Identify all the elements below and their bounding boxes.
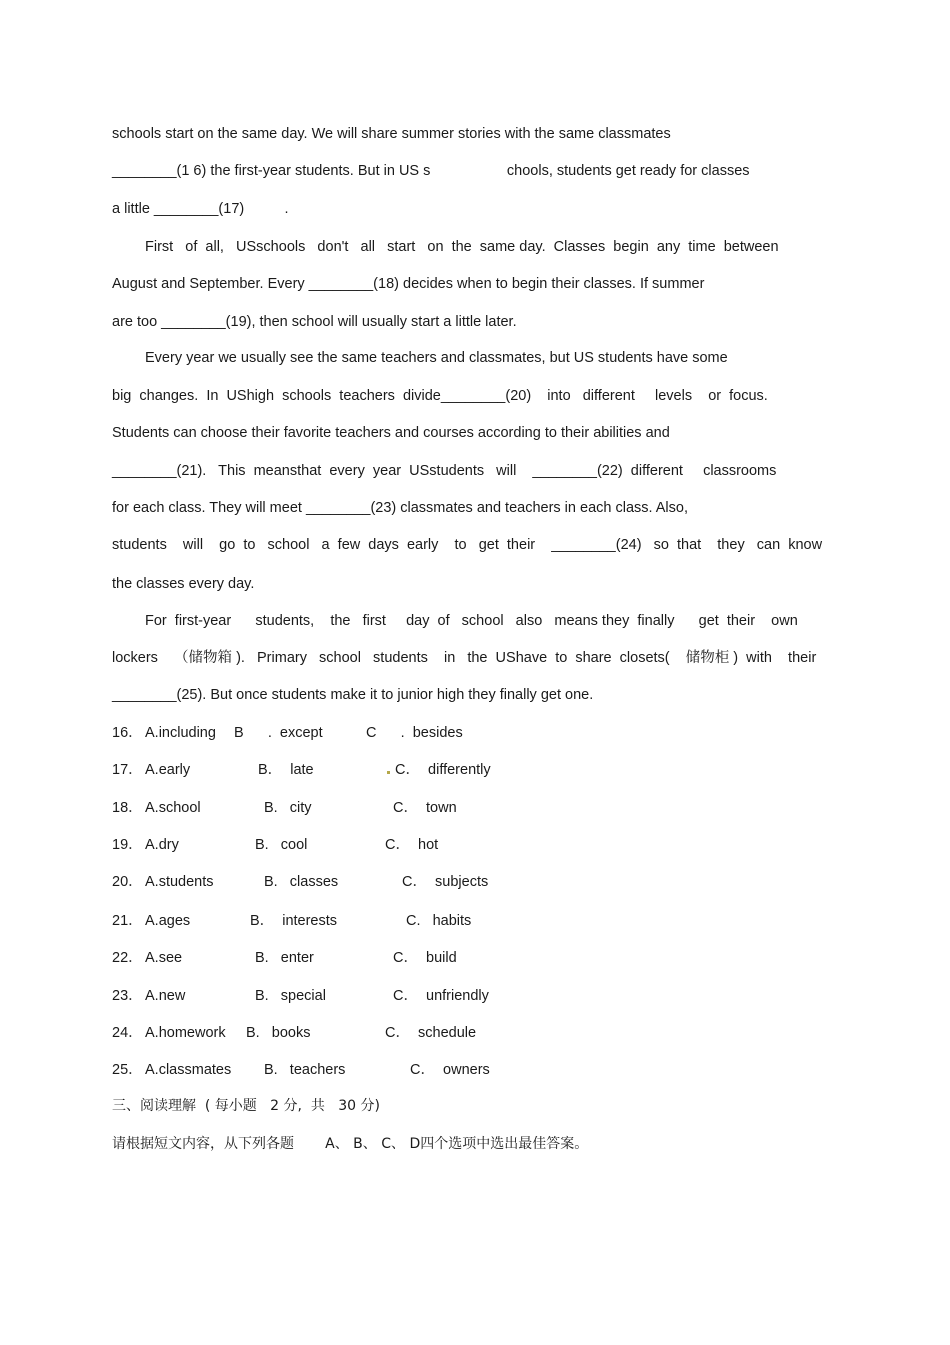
question-number: 18． (112, 800, 143, 816)
passage-line: schools start on the same day. We will share summer stories with the same classmates (112, 126, 671, 142)
option-a: A.classmates (145, 1062, 232, 1078)
option-c: C . besides (366, 725, 463, 741)
passage-line: are too ________(19), then school will usually start a little later. (112, 314, 517, 330)
passage-line: for each class. They will meet ________(23) classmates and teachers in each class. Also, (112, 500, 688, 516)
question-number: 20． (112, 874, 143, 890)
option-c: C． hot (385, 837, 439, 853)
option-a: A.homework (145, 1025, 226, 1041)
option-b: B. special (255, 988, 326, 1004)
option-a: A.dry (145, 837, 179, 853)
option-a: A.new (145, 988, 186, 1004)
question-number: 24． (112, 1025, 143, 1041)
question-number: 21． (112, 913, 143, 929)
question-number: 19． (112, 837, 143, 853)
option-c: C． owners (410, 1062, 490, 1078)
passage-line: Students can choose their favorite teachers and courses according to their abilities and (112, 425, 670, 441)
option-b: B. enter (255, 950, 314, 966)
option-c: C. habits (406, 913, 472, 929)
question-number: 16． (112, 725, 143, 741)
question-number: 22． (112, 950, 143, 966)
section-instruction: 请根据短文内容，从下列各题 A、 B、 C、 D四个选项中选出最佳答案。 (112, 1136, 589, 1152)
option-c: C． town (393, 800, 457, 816)
passage-line: the classes every day. (112, 576, 255, 592)
option-b: B. cool (255, 837, 308, 853)
option-a: A.ages (145, 913, 191, 929)
passage-line: Every year we usually see the same teachers and classmates, but US students have some (145, 350, 728, 366)
option-a: A.see (145, 950, 183, 966)
option-a: A.early (145, 762, 191, 778)
option-b: B. city (264, 800, 312, 816)
passage-line: ________(25). But once students make it to junior high they finally get one. (112, 687, 594, 703)
passage-line: ________(21). This meansthat every year USstudents will ________(22) different classrooms (112, 463, 777, 479)
option-c: C． unfriendly (393, 988, 489, 1004)
option-a: A.school (145, 800, 201, 816)
option-a: A.including (145, 725, 216, 741)
option-b: B． late (258, 762, 314, 778)
passage-line: students will go to school a few days early to get their ________(24) so that they can know (112, 537, 823, 553)
option-a: A.students (145, 874, 214, 890)
passage-line: big changes. In UShigh schools teachers divide________(20) into different levels or focus. (112, 388, 768, 404)
passage-line: lockers （储物箱 ). Primary school students in the UShave to share closets( 储物柜 ) with their (112, 650, 817, 666)
option-c: C． build (393, 950, 457, 966)
question-number: 25． (112, 1062, 143, 1078)
option-b: B. books (246, 1025, 311, 1041)
question-number: 23． (112, 988, 143, 1004)
option-c: C． differently (395, 762, 491, 778)
passage-line: ________(1 6) the first-year students. But in US s chools, students get ready for classes (112, 163, 750, 179)
passage-line: First of all, USschools don't all start on the same day. Classes begin any time between (145, 239, 779, 255)
option-b: B. teachers (264, 1062, 346, 1078)
option-c: C． schedule (385, 1025, 477, 1041)
passage-line: August and September. Every ________(18) decides when to begin their classes. If summer (112, 276, 705, 292)
option-b: B . except (234, 725, 323, 741)
option-b: B． interests (250, 913, 338, 929)
option-b: B. classes (264, 874, 339, 890)
passage-line: For first-year students, the first day of school also means they finally get their own (145, 613, 798, 629)
passage-line: a little ________(17) . (112, 201, 289, 217)
section-title: 三、阅读理解 ( 每小题 2 分, 共 30 分) (112, 1098, 380, 1114)
option-c: C． subjects (402, 874, 489, 890)
stray-dot (387, 771, 390, 774)
question-number: 17． (112, 762, 143, 778)
